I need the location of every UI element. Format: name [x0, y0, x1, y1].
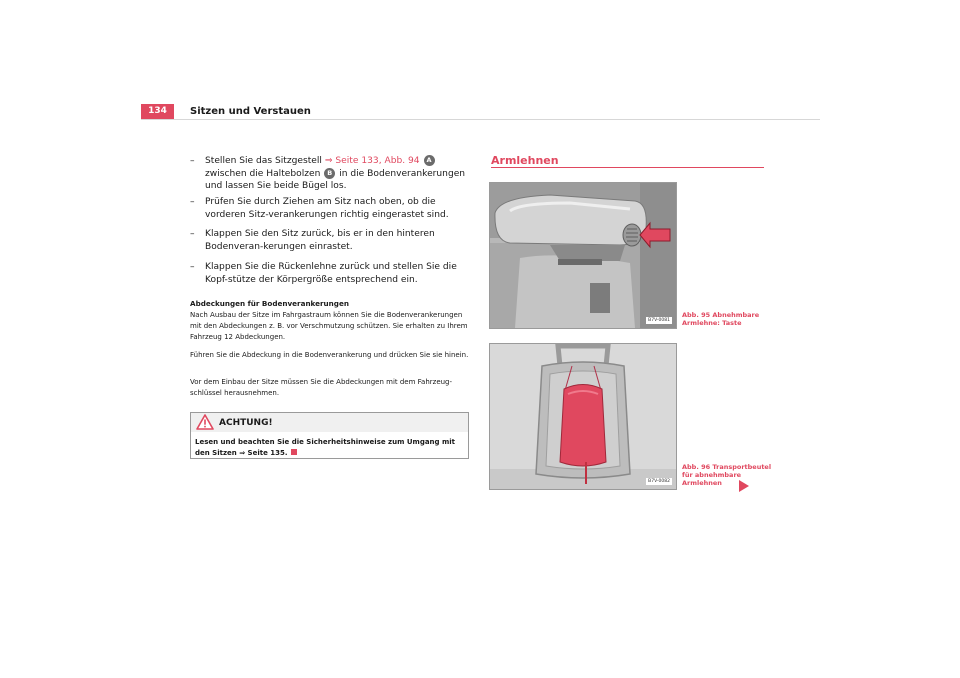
- armrest-illustration: [490, 183, 676, 328]
- step-2-text: Prüfen Sie durch Ziehen am Sitz nach oben, ob die vorderen Sitz-verankerungen richtig eingerastet sind.: [205, 197, 449, 220]
- section-rule: [491, 167, 764, 168]
- header-rule: [141, 119, 820, 120]
- step-1-text-mid: zwischen die Haltebolzen: [205, 168, 321, 179]
- warning-triangle-icon: [196, 414, 214, 430]
- step-dash: –: [190, 197, 195, 207]
- covers-title: Abdeckungen für Bodenverankerungen: [190, 299, 349, 308]
- chapter-title: Sitzen und Verstauen: [190, 106, 311, 117]
- step-1-arrow: ⇒: [324, 156, 333, 166]
- page-number: 134: [141, 104, 174, 119]
- badge-a-icon: A: [424, 155, 435, 166]
- figure-code: B7V-0081: [648, 318, 670, 323]
- figure-transport-bag: [489, 343, 677, 490]
- covers-paragraph-3: Vor dem Einbau der Sitze müssen Sie die Abdeckungen mit dem Fahrzeug-schlüssel herausnehmen.: [190, 378, 453, 397]
- step-2: [190, 196, 474, 221]
- caption-text: Abnehmbare Armlehne: Taste: [682, 311, 760, 327]
- caption-text: Transportbeutel für abnehmbare Armlehnen: [682, 463, 772, 487]
- figure-armrest-button: [489, 182, 677, 329]
- warning-text: [195, 437, 460, 458]
- covers-paragraph-1: Nach Ausbau der Sitze im Fahrgastraum können Sie die Bodenverankerungen mit den Abdeckungen z. B. vor Verschmutzung schützen. Sie erhalten zu Ihrem Fahrzeug 12 Abdeckungen.: [190, 311, 468, 341]
- step-1-page-ref-link[interactable]: Seite 133, Abb. 94: [335, 156, 420, 166]
- next-page-arrow-icon[interactable]: [739, 480, 749, 492]
- warning-title: ACHTUNG!: [219, 418, 273, 428]
- end-of-section-icon: [291, 449, 297, 455]
- figure-95-caption: [682, 311, 777, 327]
- caption-label: Abb. 95: [682, 311, 711, 319]
- step-1-text-before: Stellen Sie das Sitzgestell: [205, 156, 322, 166]
- step-1-text-after: in die Bodenverankerungen und lassen Sie beide Bügel los.: [205, 168, 466, 192]
- section-title: Armlehnen: [491, 154, 559, 167]
- warning-text-body: Lesen und beachten Sie die Sicherheitshinweise zum Umgang mit den Sitzen: [195, 438, 456, 457]
- step-4-text: Klappen Sie die Rückenlehne zurück und stellen Sie die Kopf-stütze der Körpergröße entsprechend ein.: [205, 262, 457, 285]
- step-dash: –: [190, 229, 195, 239]
- step-3-text: Klappen Sie den Sitz zurück, bis er in den hinteren Bodenveran-kerungen einrastet.: [205, 229, 435, 252]
- covers-paragraph-2: Führen Sie die Abdeckung in die Bodenverankerung und drücken Sie sie hinein.: [190, 351, 469, 359]
- step-3: [190, 228, 474, 253]
- step-4: [190, 261, 474, 286]
- step-dash: –: [190, 156, 195, 166]
- caption-label: Abb. 96: [682, 463, 711, 471]
- figure-96-caption: [682, 463, 777, 487]
- warning-arrow: ⇒: [239, 448, 246, 457]
- badge-b-icon: B: [324, 168, 335, 179]
- warning-page-ref-link[interactable]: Seite 135.: [247, 448, 288, 457]
- step-1: [190, 155, 474, 193]
- step-dash: –: [190, 262, 195, 272]
- transport-bag-illustration: [490, 344, 676, 489]
- figure-code: B7V-0082: [648, 479, 670, 484]
